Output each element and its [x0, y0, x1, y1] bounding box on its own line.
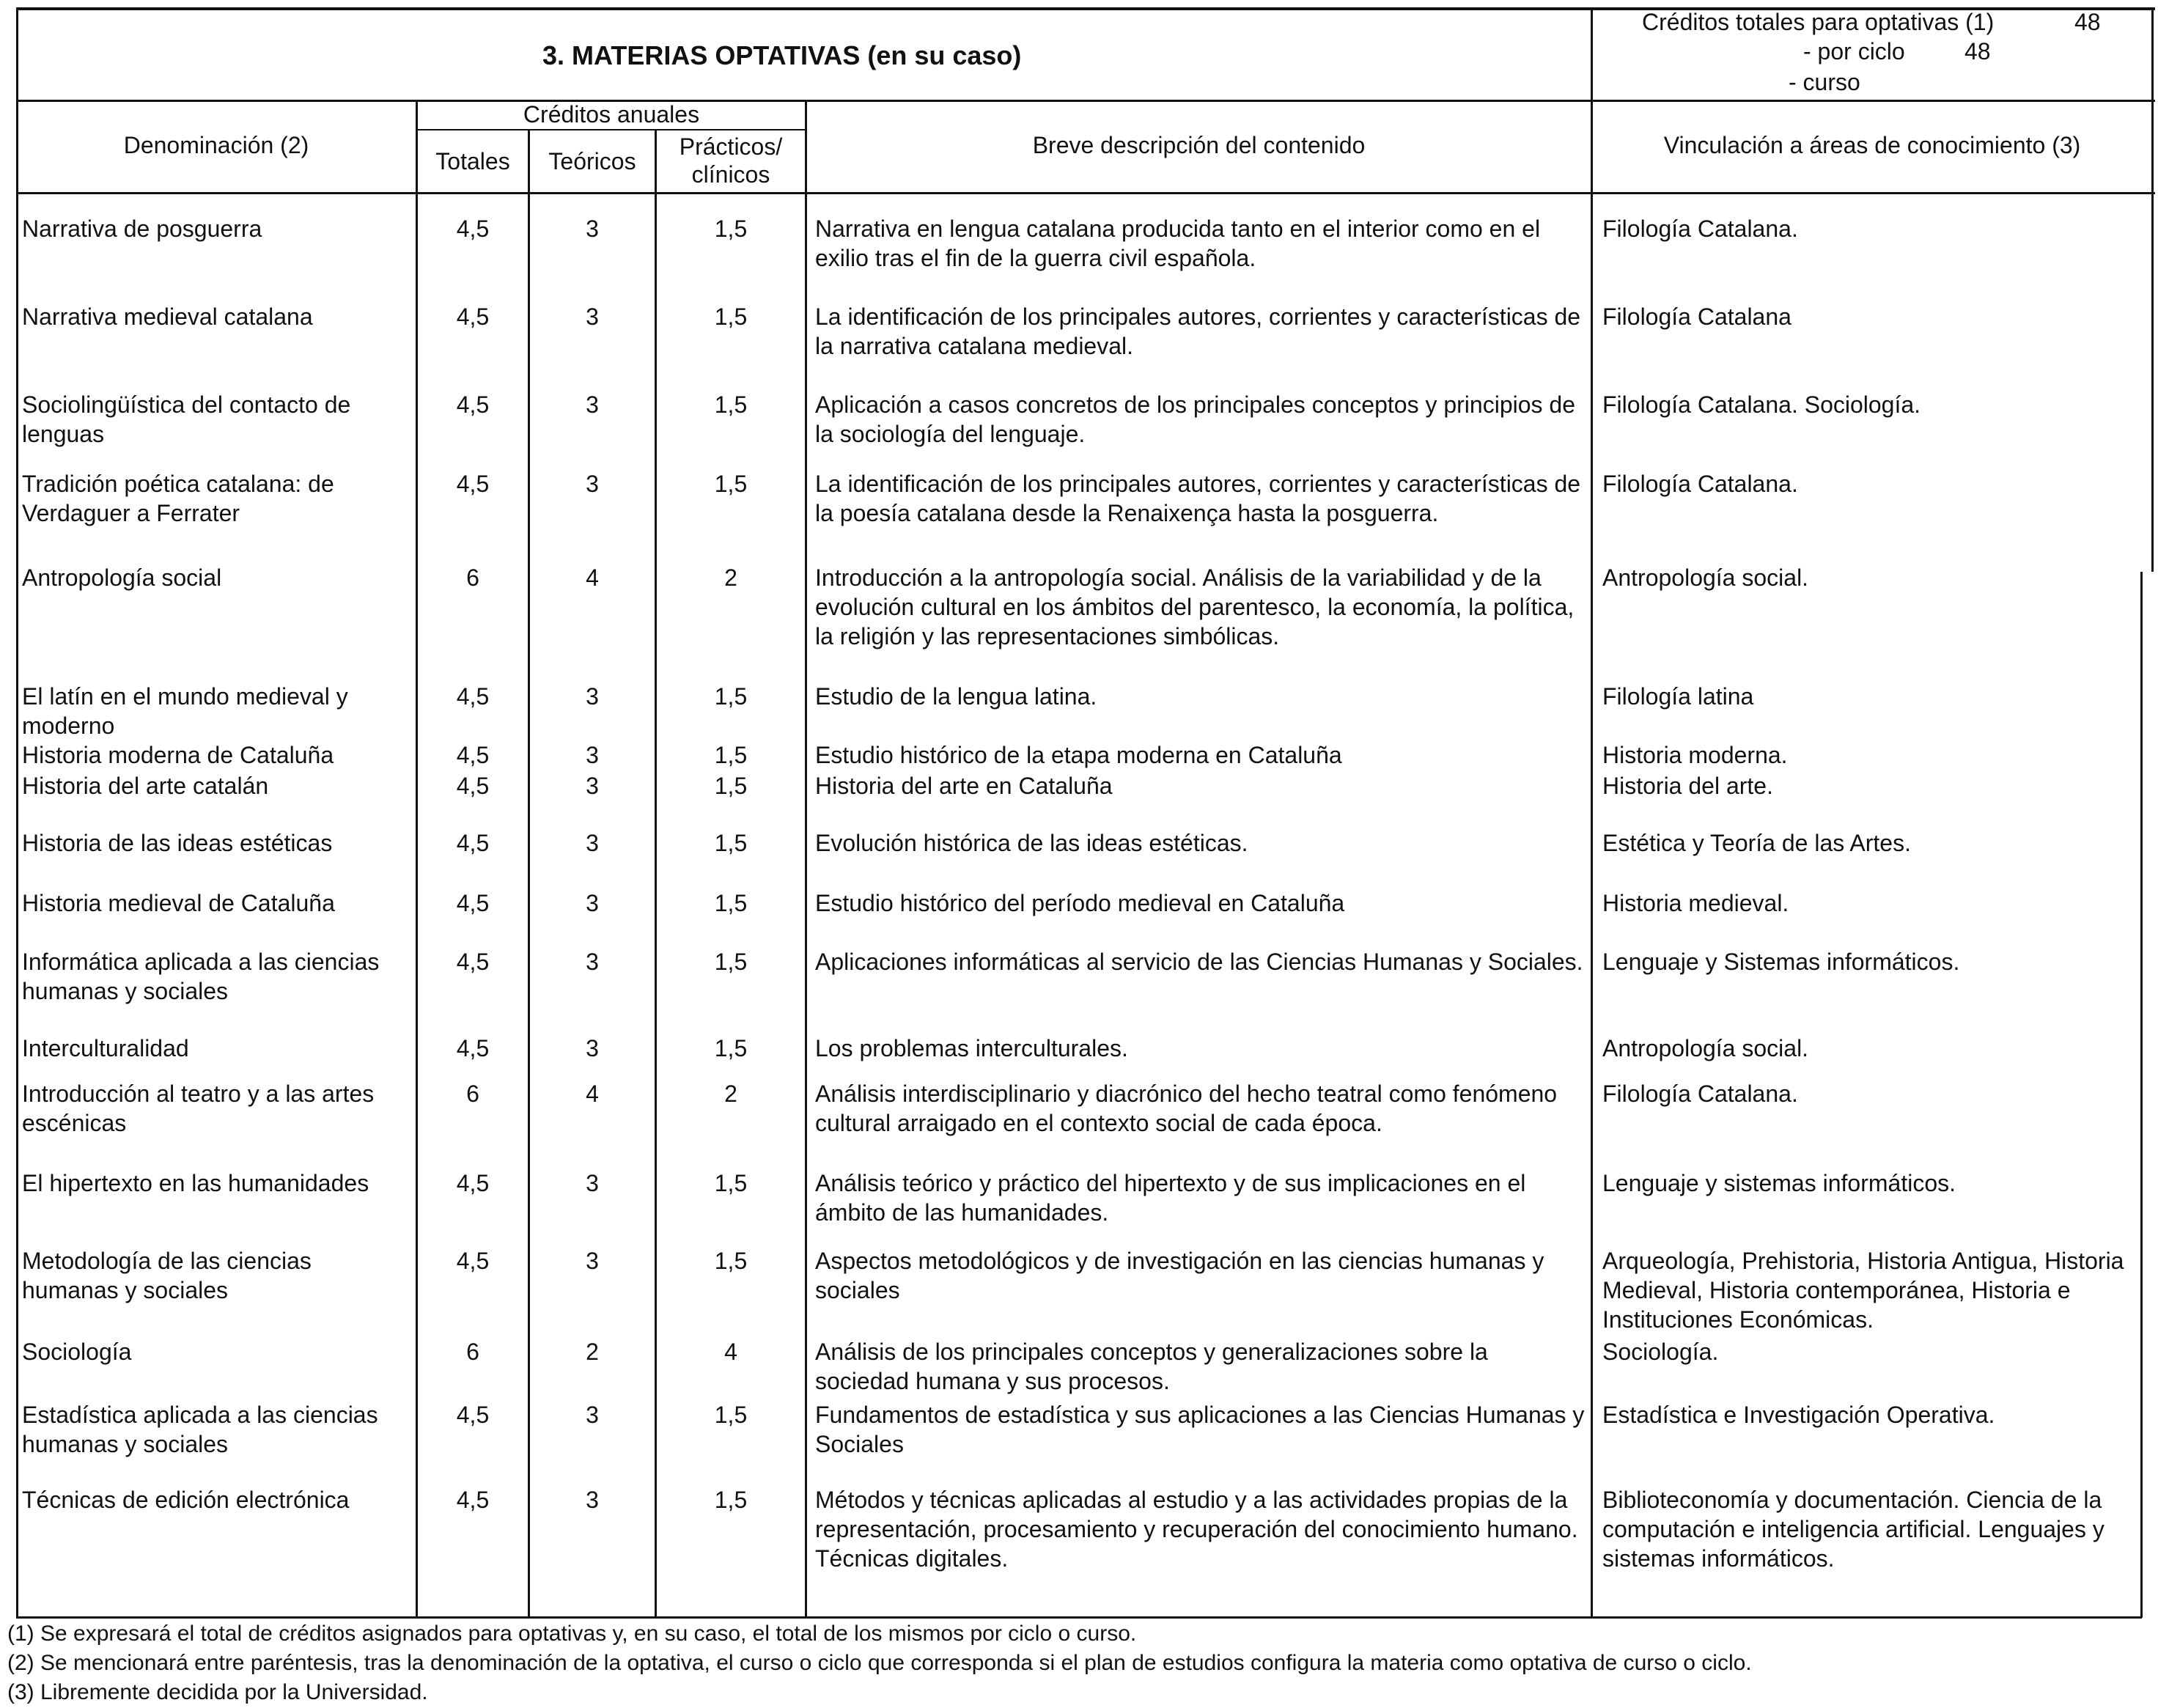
cell-description: Estudio histórico del período medieval en Cataluña [815, 890, 1345, 916]
cell-name: Historia del arte catalán [22, 773, 269, 799]
col-header-theory: Teóricos [548, 148, 636, 174]
cell-name: Narrativa medieval catalana [22, 303, 313, 330]
cell-practice: 1,5 [714, 471, 748, 497]
cell-name: Sociología [22, 1339, 132, 1365]
cell-total: 4,5 [456, 1402, 490, 1428]
cell-description: Introducción a la antropología social. Análisis de la variabilidad y de la evolución cultural en los ámbitos del parentesco, la economía, la política, la religión y las representaciones simbólicas. [815, 564, 1575, 649]
cell-total: 4,5 [456, 1035, 490, 1061]
cell-name: El hipertexto en las humanidades [22, 1170, 369, 1196]
cell-practice: 1,5 [714, 303, 748, 330]
cell-name: Historia moderna de Cataluña [22, 742, 334, 768]
cell-theory: 3 [586, 1035, 599, 1061]
cell-theory: 3 [586, 1487, 599, 1513]
cell-name: Interculturalidad [22, 1035, 189, 1061]
cell-theory: 3 [586, 890, 599, 916]
col-header-annual-credits: Créditos anuales [523, 101, 700, 128]
cell-practice: 1,5 [714, 1487, 748, 1513]
cell-description: La identificación de los principales autores, corrientes y características de la narrativa catalana medieval. [815, 303, 1581, 359]
cell-area: Filología latina [1602, 683, 1754, 710]
cell-theory: 3 [586, 216, 599, 242]
cell-theory: 3 [586, 471, 599, 497]
col-header-practice-2: clínicos [691, 161, 770, 188]
cell-name: El latín en el mundo medieval y moderno [22, 683, 348, 739]
cell-total: 4,5 [456, 471, 490, 497]
cell-theory: 3 [586, 683, 599, 710]
cell-total: 6 [466, 564, 479, 591]
cell-name: Historia de las ideas estéticas [22, 830, 333, 856]
cell-practice: 1,5 [714, 1170, 748, 1196]
cell-practice: 1,5 [714, 1402, 748, 1428]
cell-theory: 3 [586, 773, 599, 799]
cell-description: Aspectos metodológicos y de investigación en las ciencias humanas y sociales [815, 1248, 1544, 1303]
cell-area: Historia medieval. [1602, 890, 1789, 916]
cell-name: Informática aplicada a las ciencias humanas y sociales [22, 949, 380, 1004]
cell-practice: 1,5 [714, 1248, 748, 1274]
cell-theory: 2 [586, 1339, 599, 1365]
footnote-3: (3) Libremente decidida por la Universidad. [7, 1680, 428, 1704]
cell-total: 4,5 [456, 742, 490, 768]
col-header-totals: Totales [435, 148, 510, 174]
cell-area: Filología Catalana. [1602, 1081, 1798, 1107]
cell-theory: 3 [586, 742, 599, 768]
cell-description: Estudio histórico de la etapa moderna en Cataluña [815, 742, 1342, 768]
col-header-name: Denominación (2) [123, 132, 309, 158]
per-cycle-value: 48 [1964, 38, 1991, 65]
cell-area: Lenguaje y Sistemas informáticos. [1602, 949, 1960, 975]
cell-name: Historia medieval de Cataluña [22, 890, 335, 916]
cell-description: Análisis de los principales conceptos y generalizaciones sobre la sociedad humana y sus procesos. [815, 1339, 1488, 1394]
cell-theory: 3 [586, 1248, 599, 1274]
cell-total: 4,5 [456, 216, 490, 242]
cell-name: Sociolingüística del contacto de lenguas [22, 391, 351, 447]
cell-description: Los problemas interculturales. [815, 1035, 1128, 1061]
cell-total: 4,5 [456, 303, 490, 330]
cell-total: 6 [466, 1339, 479, 1365]
cell-area: Arqueología, Prehistoria, Historia Antigua, Historia Medieval, Historia contemporánea, Historia e Instituciones Económicas. [1602, 1248, 2124, 1333]
cell-total: 4,5 [456, 683, 490, 710]
cell-total: 4,5 [456, 773, 490, 799]
credits-total-label: Créditos totales para optativas (1) [1642, 9, 1995, 35]
cell-description: Métodos y técnicas aplicadas al estudio y a las actividades propias de la representación, procesamiento y recuperación del conocimiento humano. Técnicas digitales. [815, 1487, 1578, 1572]
cell-practice: 1,5 [714, 773, 748, 799]
cell-area: Estética y Teoría de las Artes. [1602, 830, 1911, 856]
cell-description: Narrativa en lengua catalana producida tanto en el interior como en el exilio tras el fin de la guerra civil española. [815, 216, 1541, 271]
cell-practice: 4 [724, 1339, 737, 1365]
cell-total: 4,5 [456, 391, 490, 418]
cell-area: Historia moderna. [1602, 742, 1788, 768]
cell-description: Historia del arte en Cataluña [815, 773, 1113, 799]
cell-name: Narrativa de posguerra [22, 216, 262, 242]
cell-area: Antropología social. [1602, 564, 1809, 591]
cell-description: Aplicación a casos concretos de los principales conceptos y principios de la sociología del lenguaje. [815, 391, 1575, 447]
cell-description: Estudio de la lengua latina. [815, 683, 1097, 710]
cell-practice: 1,5 [714, 216, 748, 242]
cell-total: 4,5 [456, 830, 490, 856]
per-course-label: - curso [1789, 69, 1860, 95]
cell-theory: 3 [586, 303, 599, 330]
cell-description: Análisis interdisciplinario y diacrónico del hecho teatral como fenómeno cultural arraigado en el contexto social de cada época. [815, 1081, 1558, 1136]
cell-area: Estadística e Investigación Operativa. [1602, 1402, 1995, 1428]
cell-total: 4,5 [456, 1170, 490, 1196]
cell-theory: 3 [586, 391, 599, 418]
col-header-practice: Prácticos/ [679, 133, 783, 160]
cell-area: Lenguaje y sistemas informáticos. [1602, 1170, 1956, 1196]
col-header-areas: Vinculación a áreas de conocimiento (3) [1663, 132, 2081, 158]
cell-name: Técnicas de edición electrónica [22, 1487, 350, 1513]
cell-practice: 1,5 [714, 391, 748, 418]
cell-description: Fundamentos de estadística y sus aplicaciones a las Ciencias Humanas y Sociales [815, 1402, 1585, 1457]
cell-practice: 1,5 [714, 742, 748, 768]
cell-area: Antropología social. [1602, 1035, 1809, 1061]
footnote-2: (2) Se mencionará entre paréntesis, tras la denominación de la optativa, el curso o ciclo que corresponda si el plan de estudios configura la materia como optativa de curso o ciclo. [7, 1651, 1752, 1675]
cell-theory: 4 [586, 1081, 599, 1107]
cell-description: La identificación de los principales autores, corrientes y características de la poesía catalana desde la Renaixença hasta la posguerra. [815, 471, 1581, 526]
cell-area: Filología Catalana [1602, 303, 1791, 330]
cell-theory: 3 [586, 1170, 599, 1196]
cell-area: Biblioteconomía y documentación. Ciencia de la computación e inteligencia artificial. Lenguajes y sistemas informáticos. [1602, 1487, 2104, 1572]
cell-practice: 1,5 [714, 1035, 748, 1061]
cell-total: 6 [466, 1081, 479, 1107]
page-title: 3. MATERIAS OPTATIVAS (en su caso) [542, 40, 1022, 70]
credits-total-value: 48 [2074, 9, 2101, 35]
cell-description: Análisis teórico y práctico del hipertexto y de sus implicaciones en el ámbito de las humanidades. [815, 1170, 1526, 1226]
cell-total: 4,5 [456, 1487, 490, 1513]
footnote-1: (1) Se expresará el total de créditos asignados para optativas y, en su caso, el total de los mismos por ciclo o curso. [7, 1622, 1137, 1646]
cell-practice: 1,5 [714, 949, 748, 975]
cell-practice: 1,5 [714, 890, 748, 916]
cell-theory: 3 [586, 830, 599, 856]
cell-total: 4,5 [456, 890, 490, 916]
cell-practice: 1,5 [714, 830, 748, 856]
cell-name: Introducción al teatro y a las artes escénicas [22, 1081, 375, 1136]
col-header-description: Breve descripción del contenido [1032, 132, 1366, 158]
cell-name: Metodología de las ciencias humanas y sociales [22, 1248, 312, 1303]
cell-area: Filología Catalana. [1602, 471, 1798, 497]
cell-practice: 2 [724, 1081, 737, 1107]
cell-practice: 2 [724, 564, 737, 591]
cell-total: 4,5 [456, 1248, 490, 1274]
cell-area: Sociología. [1602, 1339, 1719, 1365]
cell-description: Evolución histórica de las ideas estéticas. [815, 830, 1248, 856]
cell-description: Aplicaciones informáticas al servicio de las Ciencias Humanas y Sociales. [815, 949, 1583, 975]
cell-name: Antropología social [22, 564, 222, 591]
cell-theory: 3 [586, 949, 599, 975]
cell-name: Estadística aplicada a las ciencias humanas y sociales [22, 1402, 378, 1457]
cell-practice: 1,5 [714, 683, 748, 710]
cell-theory: 3 [586, 1402, 599, 1428]
cell-area: Filología Catalana. Sociología. [1602, 391, 1921, 418]
cell-theory: 4 [586, 564, 599, 591]
cell-total: 4,5 [456, 949, 490, 975]
cell-area: Filología Catalana. [1602, 216, 1798, 242]
per-cycle-label: - por ciclo [1803, 38, 1905, 65]
cell-name: Tradición poética catalana: de Verdaguer a Ferrater [22, 471, 334, 526]
cell-area: Historia del arte. [1602, 773, 1773, 799]
